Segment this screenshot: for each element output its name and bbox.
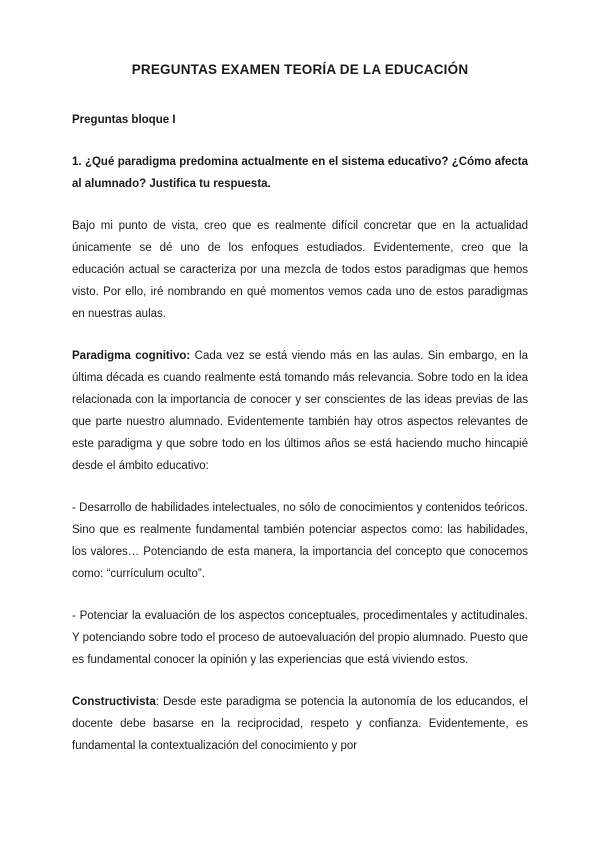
paragraph — [72, 215, 528, 325]
paragraph-text: Bajo mi punto de vista, creo que es realmente difícil concretar que en la actualidad únicamente se dé uno de los enfoques estudiados. Evidentemente, creo que la educación actual se caracteriza por una mezcla de todos estos paradigmas que hemos visto. Por ello, iré nombrando en qué momentos vemos cada uno de estos paradigmas en nuestras aulas. — [72, 220, 528, 320]
paragraph — [72, 691, 528, 757]
paragraph-lead: Constructivista — [72, 696, 156, 708]
paragraph — [72, 345, 528, 477]
paragraph — [72, 497, 528, 585]
document-title: PREGUNTAS EXAMEN TEORÍA DE LA EDUCACIÓN — [131, 62, 469, 77]
question-heading: 1. ¿Qué paradigma predomina actualmente en el sistema educativo? ¿Cómo afecta al alumnado? Justifica tu respuesta. — [72, 156, 528, 190]
paragraph-text: - Desarrollo de habilidades intelectuales, no sólo de conocimientos y contenidos teóricos. Sino que es realmente fundamental también potenciar aspectos como: las habilidades, los valores… Potenciando de esta manera, la importancia del concepto que conocemos como: “currículum oculto”. — [72, 502, 528, 580]
paragraph-text: : Desde este paradigma se potencia la autonomía de los educandos, el docente debe basarse en la reciprocidad, respeto y confianza. Evidentemente, es fundamental la contextualización del conocimiento y por — [72, 696, 528, 752]
paragraph-lead: Paradigma cognitivo: — [72, 350, 191, 362]
section-heading: Preguntas bloque I — [72, 114, 176, 126]
paragraph-text: - Potenciar la evaluación de los aspectos conceptuales, procedimentales y actitudinales. Y potenciando sobre todo el proceso de autoevaluación del propio alumnado. Puesto que es fundamental conocer la opinión y las experiencias que está viviendo estos. — [72, 610, 528, 666]
paragraph-text: Cada vez se está viendo más en las aulas. Sin embargo, en la última década es cuando realmente está tomando más relevancia. Sobre todo en la idea relacionada con la importancia de conocer y ser conscientes de las ideas previas de las que parte nuestro alumnado. Evidentemente también hay otros aspectos relevantes de este paradigma y que sobre todo en los últimos años se está haciendo mucho hincapié desde el ámbito educativo: — [72, 350, 529, 472]
paragraph — [72, 605, 528, 671]
